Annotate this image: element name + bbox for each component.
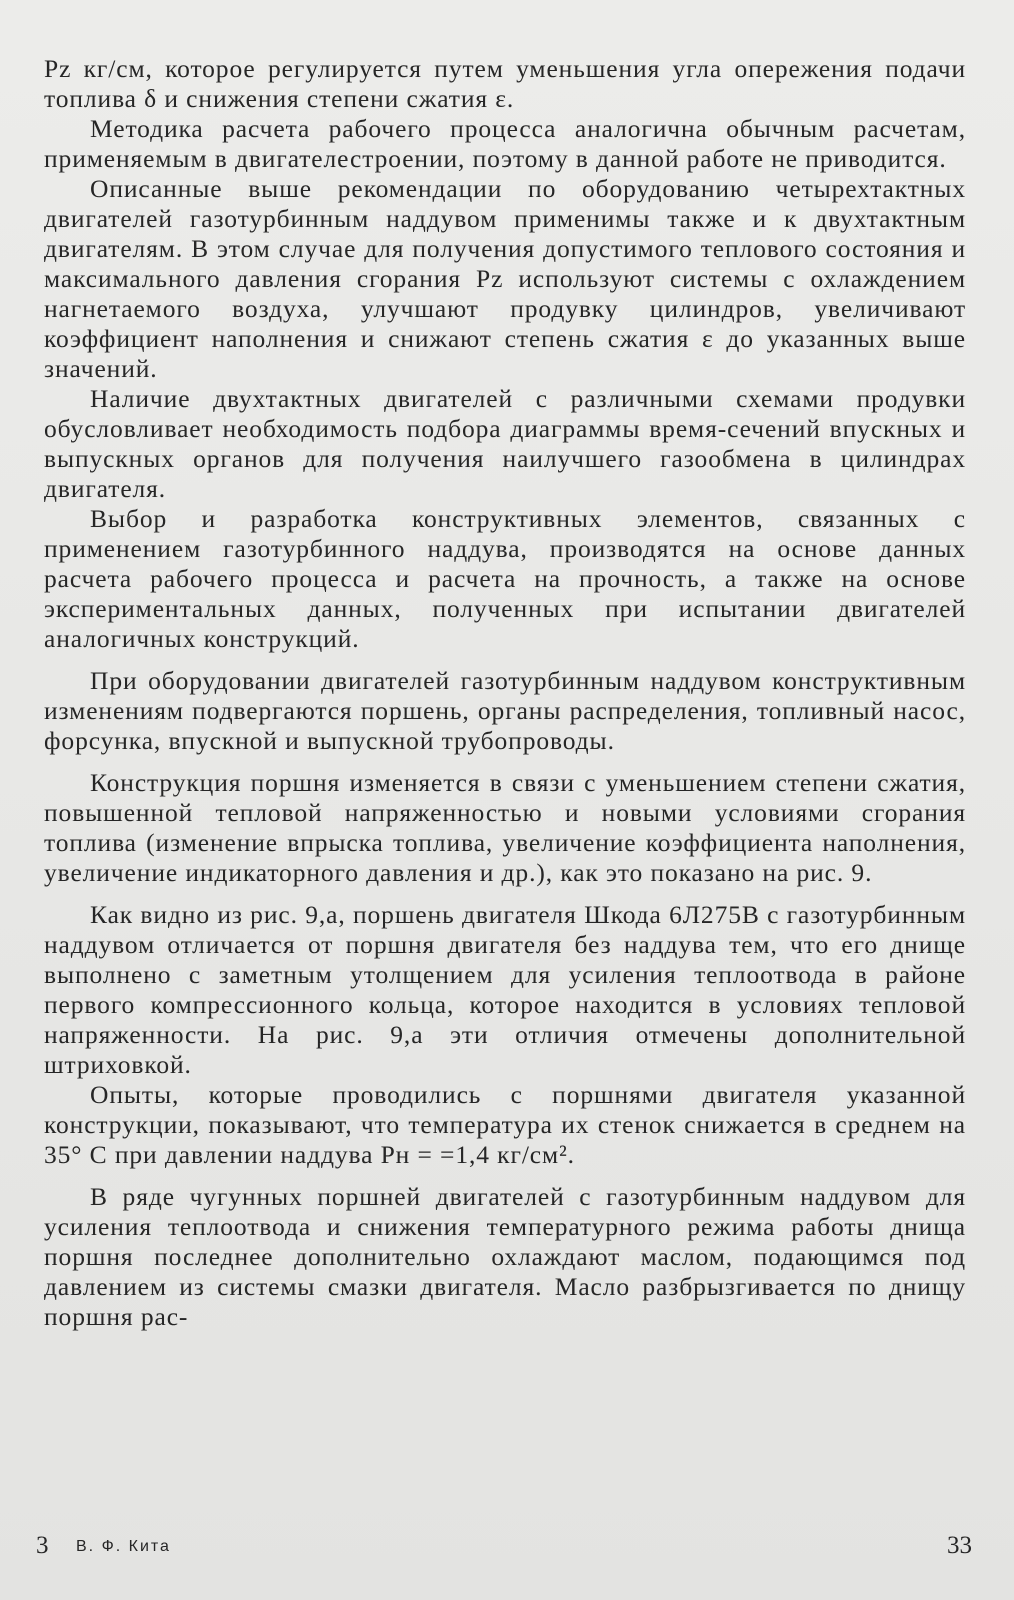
paragraph-5: Выбор и разработка конструктивных элементов, связанных с применением газотурбинного наддува, производятся на основе данных расчета рабочего процесса и расчета на прочность, а также на основе экспериментальных данных, полученных при испытании двигателей аналогичных конструкций. bbox=[44, 504, 966, 653]
paragraph-2: Методика расчета рабочего процесса аналогична обычным расчетам, применяемым в двигателестроении, поэтому в данной работе не приводится. bbox=[44, 114, 966, 173]
paragraph-9: Опыты, которые проводились с поршнями двигателя указанной конструкции, показывают, что температура их стенок снижается в среднем на 35° С при давлении наддува Pн = =1,4 кг/см². bbox=[44, 1080, 966, 1169]
page-body-text bbox=[44, 54, 966, 1332]
paragraph-6: При оборудовании двигателей газотурбинным наддувом конструктивным изменениям подвергаются поршень, органы распределения, топливный насос, форсунка, впускной и выпускной трубопроводы. bbox=[44, 666, 966, 755]
signature-mark: 3 bbox=[36, 1532, 49, 1559]
paragraph-10: В ряде чугунных поршней двигателей с газотурбинным наддувом для усиления теплоотвода и снижения температурного режима работы днища поршня последнее дополнительно охлаждают маслом, подающимся под давлением из системы смазки двигателя. Масло разбрызгивается по днищу поршня рас- bbox=[44, 1182, 966, 1331]
paragraph-8: Как видно из рис. 9,а, поршень двигателя Шкода 6Л275В с газотурбинным наддувом отличается от поршня двигателя без наддува тем, что его днище выполнено с заметным утолщением для усиления теплоотвода в районе первого компрессионного кольца, которое находится в условиях тепловой напряженности. На рис. 9,а эти отличия отмечены дополнительной штриховкой. bbox=[44, 900, 966, 1079]
paragraph-1: Pz кг/см, которое регулируется путем уменьшения угла опережения подачи топлива δ и снижения степени сжатия ε. bbox=[44, 54, 966, 113]
page-footer bbox=[36, 1532, 972, 1568]
paragraph-4: Наличие двухтактных двигателей с различными схемами продувки обусловливает необходимость подбора диаграммы время-сечений впускных и выпускных органов для получения наилучшего газообмена в цилиндрах двигателя. bbox=[44, 384, 966, 503]
author-line: В. Ф. Кита bbox=[76, 1538, 171, 1555]
page-number: 33 bbox=[947, 1532, 972, 1559]
paragraph-3: Описанные выше рекомендации по оборудованию четырехтактных двигателей газотурбинным наддувом применимы также и к двухтактным двигателям. В этом случае для получения допустимого теплового состояния и максимального давления сгорания Pz используют системы с охлаждением нагнетаемого воздуха, улучшают продувку цилиндров, увеличивают коэффициент наполнения и снижают степень сжатия ε до указанных выше значений. bbox=[44, 174, 966, 383]
paragraph-7: Конструкция поршня изменяется в связи с уменьшением степени сжатия, повышенной тепловой напряженностью и новыми условиями сгорания топлива (изменение впрыска топлива, увеличение коэффициента наполнения, увеличение индикаторного давления и др.), как это показано на рис. 9. bbox=[44, 768, 966, 887]
